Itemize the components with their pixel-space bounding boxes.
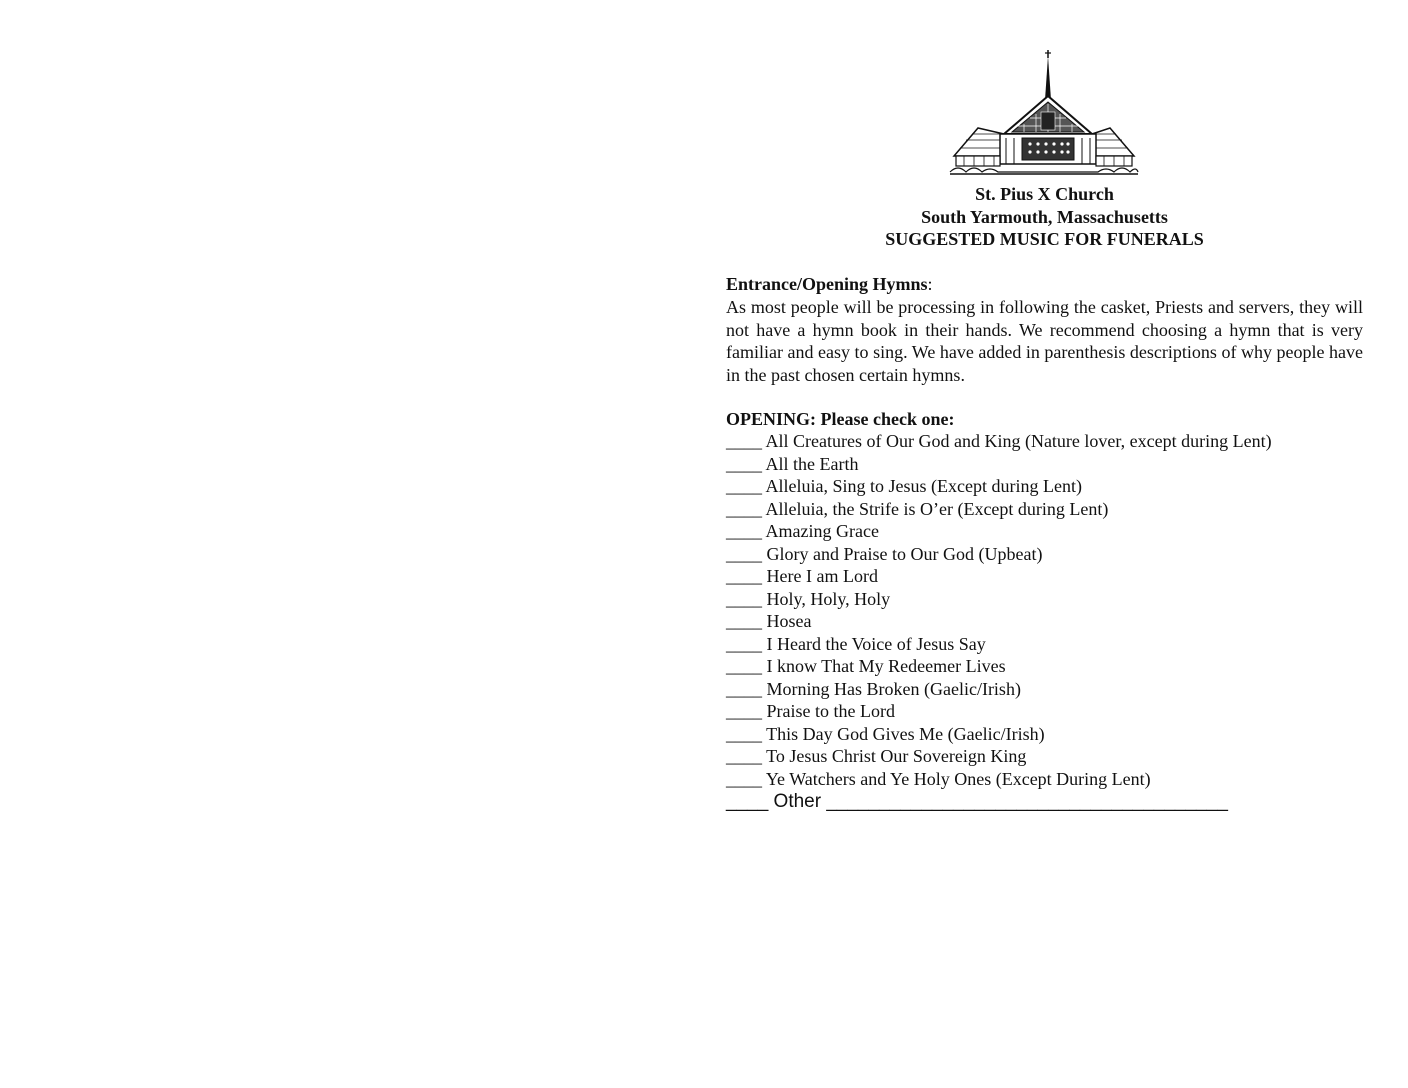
church-location: South Yarmouth, Massachusetts <box>921 206 1168 227</box>
hymn-option[interactable]: ____ This Day God Gives Me (Gaelic/Irish) <box>726 723 1045 744</box>
hymn-option[interactable]: ____ Alleluia, Sing to Jesus (Except during Lent) <box>726 476 1082 496</box>
entrance-heading-colon: : <box>927 274 933 294</box>
hymn-option[interactable]: ____ Holy, Holy, Holy <box>726 588 891 609</box>
hymn-option[interactable]: ____ I know That My Redeemer Lives <box>726 656 1006 676</box>
hymn-option[interactable]: ____ Hosea <box>726 611 812 631</box>
document-title: SUGGESTED MUSIC FOR FUNERALS <box>885 229 1204 249</box>
church-name: St. Pius X Church <box>975 184 1114 204</box>
hymn-option[interactable]: ____ All the Earth <box>726 453 859 474</box>
document-header <box>726 183 1363 251</box>
entrance-heading: Entrance/Opening Hymns <box>726 274 928 294</box>
hymn-option[interactable]: ____ All Creatures of Our God and King (Nature lover, except during Lent) <box>726 431 1272 451</box>
hymn-option[interactable]: ____ Ye Watchers and Ye Holy Ones (Except During Lent) <box>726 768 1151 789</box>
other-hymn-field[interactable]: ____ Other ______________________________________ <box>726 791 1228 812</box>
opening-hymn-list <box>726 430 1272 790</box>
entrance-instructions: As most people will be processing in following the casket, Priests and servers, they will not have a hymn book in their hands. We recommend choosing a hymn that is very familiar and easy to sing. We have added in parenthesis descriptions of why people have in the past chosen certain hymns. <box>726 297 1363 385</box>
hymn-option[interactable]: ____ To Jesus Christ Our Sovereign King <box>726 746 1027 766</box>
opening-heading: OPENING: Please check one: <box>726 409 955 429</box>
church-building-icon <box>948 48 1140 182</box>
hymn-option[interactable]: ____ I Heard the Voice of Jesus Say <box>726 633 986 654</box>
hymn-option[interactable]: ____ Morning Has Broken (Gaelic/Irish) <box>726 678 1021 699</box>
hymn-option[interactable]: ____ Glory and Praise to Our God (Upbeat) <box>726 543 1043 564</box>
hymn-option[interactable]: ____ Amazing Grace <box>726 521 879 541</box>
hymn-option[interactable]: ____ Here I am Lord <box>726 566 878 586</box>
hymn-option[interactable]: ____ Alleluia, the Strife is O’er (Except during Lent) <box>726 498 1109 519</box>
entrance-section-title <box>726 273 933 296</box>
hymn-option[interactable]: ____ Praise to the Lord <box>726 701 895 721</box>
